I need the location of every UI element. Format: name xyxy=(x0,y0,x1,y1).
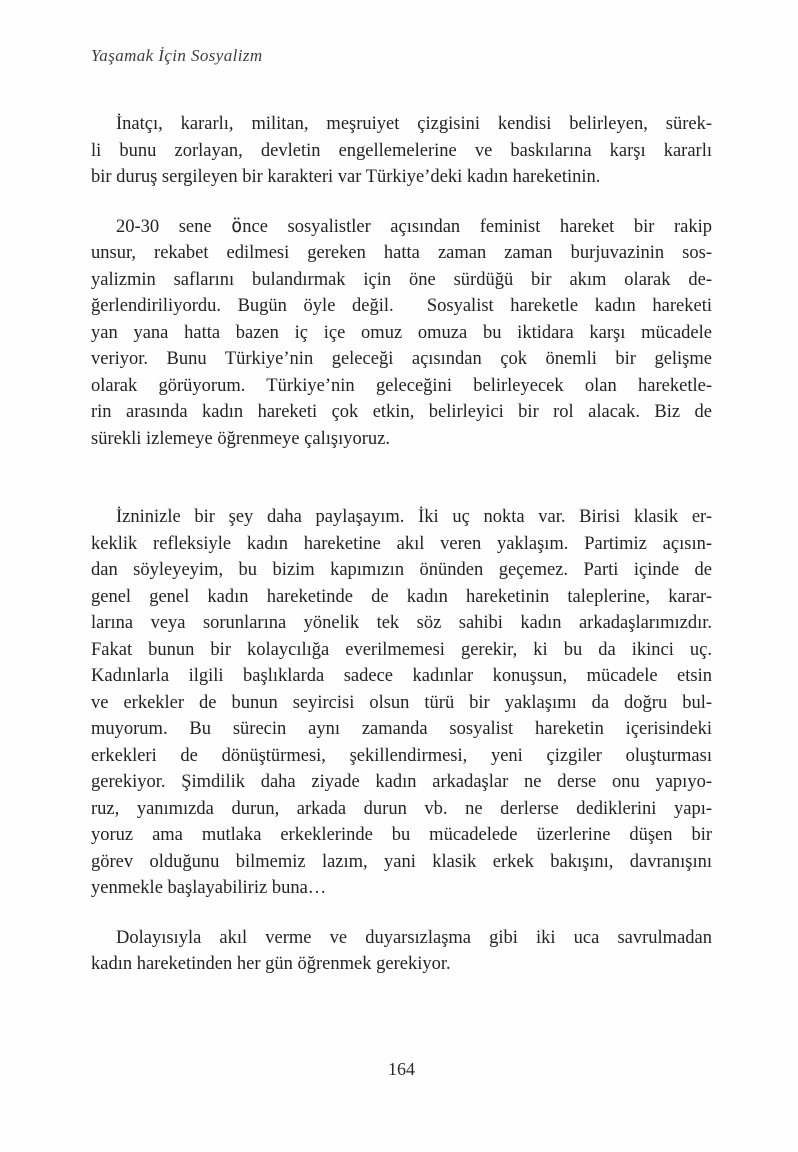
text-line: li bunu zorlayan, devletin engellemelerine ve baskılarına karşı kararlı xyxy=(91,140,712,161)
text-line: yenmekle başlayabiliriz buna… xyxy=(91,878,327,898)
text-line: sürekli izlemeye öğrenmeye çalışıyoruz. xyxy=(91,428,390,449)
text-line: yoruz ama mutlaka erkeklerinde bu mücadelede üzerlerine düşen bir xyxy=(91,825,712,845)
text-line: Kadınlarla ilgili başlıklarda sadece kadınlar konuşsun, mücadele etsin xyxy=(91,666,712,686)
text-line: ve erkekler de bunun seyircisi olsun türü bir yaklaşımı da doğru bul- xyxy=(91,692,712,713)
text-line: kadın hareketinden her gün öğrenmek gerekiyor. xyxy=(91,954,451,974)
text-line: İzninizle bir şey daha paylaşayım. İki uç nokta var. Birisi klasik er- xyxy=(116,507,712,527)
text-line: muyorum. Bu sürecin aynı zamanda sosyalist hareketin içerisindeki xyxy=(91,719,712,739)
fallback-glyph: ö xyxy=(231,215,243,237)
running-header: Yaşamak İçin Sosyalizm xyxy=(91,46,263,65)
paragraph-4 xyxy=(91,925,712,978)
text-segment: 20-30 sene xyxy=(116,216,232,237)
text-line: rin arasında kadın hareketi çok etkin, belirleyici bir rol alacak. Biz de xyxy=(91,402,712,422)
text-line: ruz, yanımızda durun, arkada durun vb. ne derlerse dediklerini yapı- xyxy=(91,798,712,819)
text-line: unsur, rekabet edilmesi gereken hatta zaman zaman burjuvazinin sos- xyxy=(91,243,712,263)
text-line: yalizmin saflarını bulandırmak için öne sürdüğü bir akım olarak de- xyxy=(91,269,712,290)
text-line: erkekleri de dönüştürmesi, şekillendirmesi, yeni çizgiler oluşturması xyxy=(91,745,712,766)
text-line: Fakat bunun bir kolaycılığa everilmemesi gerekir, ki bu da ikinci uç. xyxy=(91,639,712,660)
text-block xyxy=(91,111,712,978)
text-line: bir duruş sergileyen bir karakteri var Türkiye’deki kadın hareketinin. xyxy=(91,167,601,187)
text-line: ğerlendiriliyordu. Bugün öyle değil. Sosyalist hareketle kadın hareketi xyxy=(91,296,712,316)
text-line: dan söyleyeyim, bu bizim kapımızın önünden geçemez. Parti içinde de xyxy=(91,560,712,580)
text-line: keklik refleksiyle kadın hareketine akıl veren yaklaşım. Partimiz açısın- xyxy=(91,533,712,554)
text-line: Dolayısıyla akıl verme ve duyarsızlaşma gibi iki uca savrulmadan xyxy=(116,927,712,948)
paragraph-2 xyxy=(91,214,712,453)
text-line: genel genel kadın hareketinde de kadın hareketinin taleplerine, karar- xyxy=(91,586,712,607)
text-line: gerekiyor. Şimdilik daha ziyade kadın arkadaşlar ne derse onu yapıyo- xyxy=(91,772,712,792)
text-line: yan yana hatta bazen iç içe omuz omuza bu iktidara karşı mücadele xyxy=(91,322,712,343)
text-line: veriyor. Bunu Türkiye’nin geleceği açısından çok önemli bir gelişme xyxy=(91,349,712,369)
text-line: larına veya sorunlarına yönelik tek söz sahibi kadın arkadaşlarımızdır. xyxy=(91,613,712,633)
text-line xyxy=(91,214,712,241)
text-segment: nce sosyalistler açısından feminist hareket bir rakip xyxy=(242,216,712,237)
text-line: olarak görüyorum. Türkiye’nin geleceğini belirleyecek olan hareketle- xyxy=(91,375,712,396)
text-line: İnatçı, kararlı, militan, meşruiyet çizgisini kendisi belirleyen, sürek- xyxy=(116,114,712,134)
paragraph-3 xyxy=(91,504,712,902)
paragraph-1 xyxy=(91,111,712,191)
text-line: görev olduğunu bilmemiz lazım, yani klasik erkek bakışını, davranışını xyxy=(91,851,712,872)
page-number: 164 xyxy=(388,1059,415,1079)
